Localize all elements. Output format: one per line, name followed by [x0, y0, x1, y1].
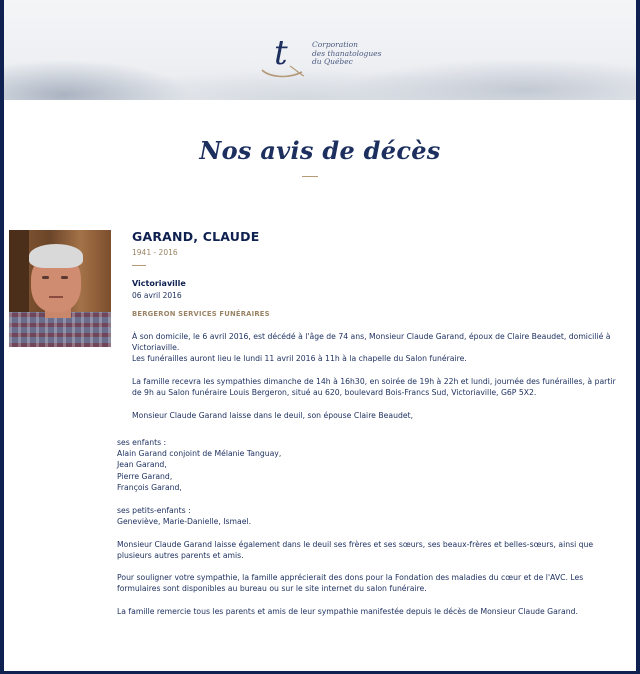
life-years: 1941 - 2016 — [132, 248, 178, 257]
grandchildren-label: ses petits-enfants : — [117, 506, 191, 515]
obituary-date: 06 avril 2016 — [132, 291, 182, 300]
list-item: Alain Garand conjoint de Mélanie Tanguay, — [117, 449, 282, 459]
logo-line-3: du Québec — [312, 57, 353, 66]
obituary-city: Victoriaville — [132, 279, 186, 288]
grandchildren-list — [117, 505, 622, 527]
logo-text — [312, 41, 402, 67]
children-label: ses enfants : — [117, 438, 167, 447]
paragraph-visitation: La famille recevra les sympathies dimanche de 14h à 16h30, en soirée de 19h à 22h et lundi, journée des funérailles, à partir de 9h au Salon funéraire Louis Bergeron, situé au 620, boulevard Bois-Francs Sud, Victoriaville, G6P 5X2. — [132, 377, 616, 398]
obituary-photo — [9, 230, 111, 347]
logo-line-2: des thanatologues — [312, 48, 382, 58]
list-item: Pierre Garand, — [117, 471, 173, 481]
title-divider — [302, 176, 318, 177]
paragraph-death-notice: À son domicile, le 6 avril 2016, est décédé à l'âge de 74 ans, Monsieur Claude Garand, époux de Claire Beaudet, domicilié à Victoriaville. — [132, 332, 611, 353]
paragraph-donations: Pour souligner votre sympathie, la famille apprécierait des dons pour la Fondation des maladies du cœur et de l'AVC. Les formulaires sont disponibles au bureau ou sur le site internet du salon funéraire. — [117, 573, 584, 594]
paragraph-bereaved: Monsieur Claude Garand laisse dans le deuil, son épouse Claire Beaudet, — [132, 411, 414, 420]
logo-letter: t — [274, 33, 288, 73]
page-title: Nos avis de décès — [199, 136, 441, 165]
list-item: François Garand, — [117, 482, 182, 492]
list-item: Geneviève, Marie-Danielle, Ismael. — [117, 517, 252, 527]
paragraph-extended-family: Monsieur Claude Garand laisse également dans le deuil ses frères et ses sœurs, ses beaux-frères et belles-sœurs, ainsi que plusieurs autres parents et amis. — [117, 540, 594, 561]
paragraph-thanks: La famille remercie tous les parents et amis de leur sympathie manifestée depuis le décès de Monsieur Claude Garand. — [117, 607, 578, 616]
logo-mark-icon — [256, 30, 312, 80]
header-banner — [4, 0, 636, 100]
funeral-home-link[interactable]: BERGERON SERVICES FUNÉRAIRES — [132, 310, 270, 318]
paragraph-funeral: Les funérailles auront lieu le lundi 11 avril 2016 à 11h à la chapelle du Salon funéraire. — [132, 354, 467, 363]
name-divider — [132, 265, 146, 266]
logo-line-1: Corporation — [312, 40, 358, 49]
deceased-name: GARAND, CLAUDE — [132, 229, 260, 244]
list-item: Jean Garand, — [117, 460, 167, 470]
children-list — [117, 437, 622, 493]
site-logo[interactable] — [256, 30, 406, 80]
